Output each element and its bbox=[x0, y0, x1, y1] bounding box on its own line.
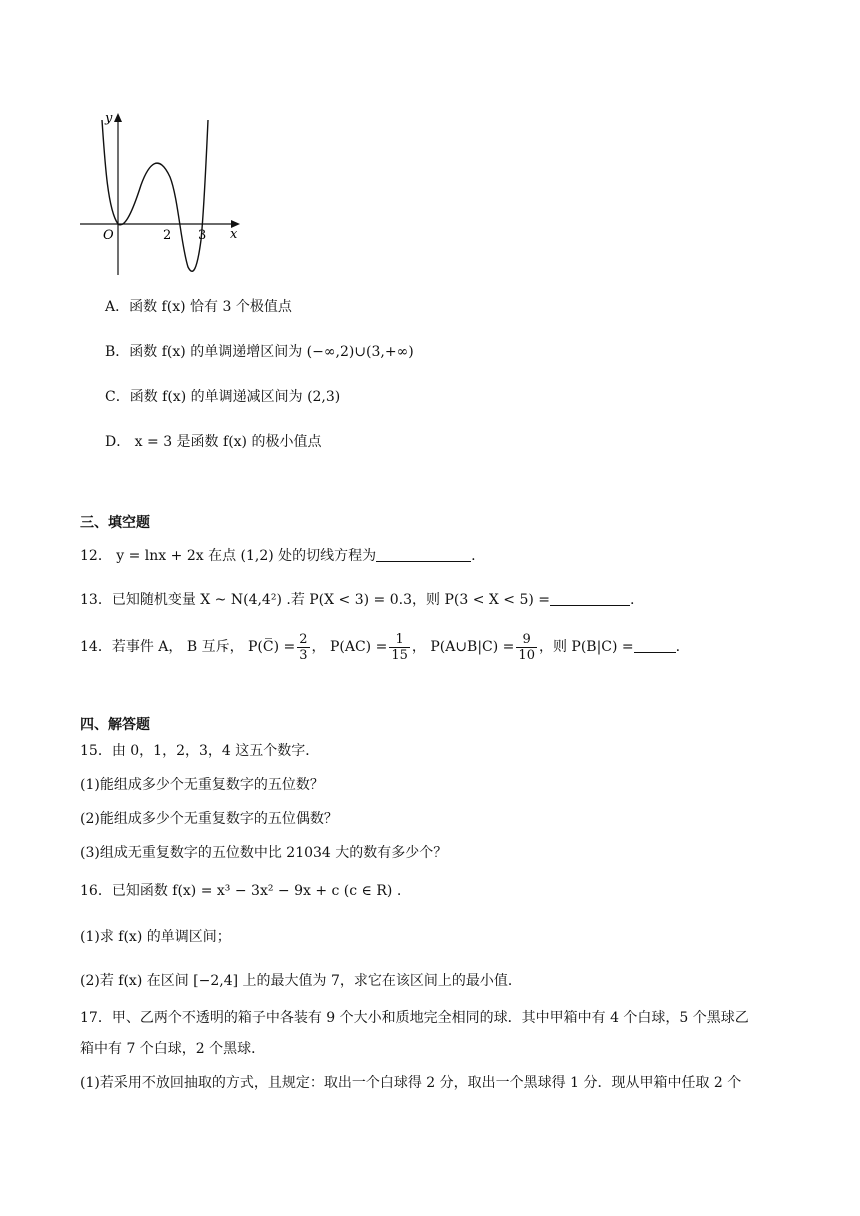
question-15-part-2: (2)能组成多少个无重复数字的五位偶数？ bbox=[80, 811, 338, 827]
y-axis-label: y bbox=[105, 111, 113, 126]
question-12-end: . bbox=[471, 548, 476, 564]
question-17-line-2: 箱中有 7 个白球，2 个黑球． bbox=[80, 1041, 266, 1057]
tick-label-3: 3 bbox=[198, 228, 207, 243]
question-15-part-3: (3)组成无重复数字的五位数中比 21034 大的数有多少个？ bbox=[80, 845, 448, 861]
origin-label: O bbox=[103, 228, 114, 243]
question-14-text-b: ， P(AC) = bbox=[311, 639, 388, 655]
question-14-text-d: ，则 P(B|C) = bbox=[538, 639, 634, 655]
fraction-numerator: 9 bbox=[516, 632, 537, 648]
fraction-numerator: 1 bbox=[389, 632, 410, 648]
question-15: 15．由 0，1，2，3，4 这五个数字． bbox=[80, 743, 320, 759]
fraction-denominator: 3 bbox=[299, 647, 308, 663]
option-c: C．函数 f(x) 的单调递减区间为 (2,3) bbox=[105, 389, 341, 405]
question-14 bbox=[80, 630, 680, 664]
fraction-denominator: 10 bbox=[518, 647, 535, 663]
question-17-line-1: 17．甲、乙两个不透明的箱子中各装有 9 个大小和质地完全相同的球．其中甲箱中有 4 个白球，5 个黑球乙 bbox=[80, 1010, 749, 1026]
question-16: 16．已知函数 f(x) = x³ − 3x² − 9x + c (c ∈ R) . bbox=[80, 883, 402, 899]
section-title-answer: 四、解答题 bbox=[80, 717, 150, 733]
question-13 bbox=[80, 590, 634, 610]
option-b: B．函数 f(x) 的单调递增区间为 (−∞,2)∪(3,+∞) bbox=[105, 344, 414, 360]
function-graph bbox=[75, 105, 250, 280]
option-d: D． x = 3 是函数 f(x) 的极小值点 bbox=[105, 434, 322, 450]
section-title-fill-in: 三、填空题 bbox=[80, 515, 150, 531]
fraction-2-3 bbox=[297, 632, 309, 663]
fraction-9-10 bbox=[516, 632, 537, 663]
option-a: A．函数 f(x) 恰有 3 个极值点 bbox=[105, 299, 292, 315]
question-12 bbox=[80, 546, 476, 566]
question-12-text: 12． y = lnx + 2x 在点 (1,2) 处的切线方程为 bbox=[80, 548, 377, 564]
question-14-text-c: ， P(A∪B|C) = bbox=[411, 639, 515, 655]
question-16-part-1: (1)求 f(x) 的单调区间； bbox=[80, 929, 231, 945]
question-13-text: 13．已知随机变量 X ~ N(4,4²) .若 P(X < 3) = 0.3，则 P(3 < X < 5) = bbox=[80, 592, 551, 608]
fraction-1-15 bbox=[389, 632, 410, 663]
question-13-end: . bbox=[630, 592, 635, 608]
question-14-text-a: 14．若事件 A， B 互斥， P(C̅) = bbox=[80, 639, 296, 655]
question-15-part-1: (1)能组成多少个无重复数字的五位数？ bbox=[80, 777, 324, 793]
answer-blank bbox=[550, 591, 630, 606]
question-17-part-1: (1)若采用不放回抽取的方式，且规定：取出一个白球得 2 分，取出一个黑球得 1 分．现从甲箱中任取 2 个 bbox=[80, 1075, 742, 1091]
answer-blank bbox=[376, 547, 471, 562]
answer-blank bbox=[634, 638, 676, 653]
fraction-numerator: 2 bbox=[299, 631, 308, 647]
x-axis-label: x bbox=[230, 227, 238, 242]
tick-label-2: 2 bbox=[163, 228, 172, 243]
question-14-end: . bbox=[675, 639, 681, 655]
question-16-part-2: (2)若 f(x) 在区间 [−2,4] 上的最大值为 7，求它在该区间上的最小值． bbox=[80, 973, 522, 989]
fraction-denominator: 15 bbox=[391, 647, 408, 663]
